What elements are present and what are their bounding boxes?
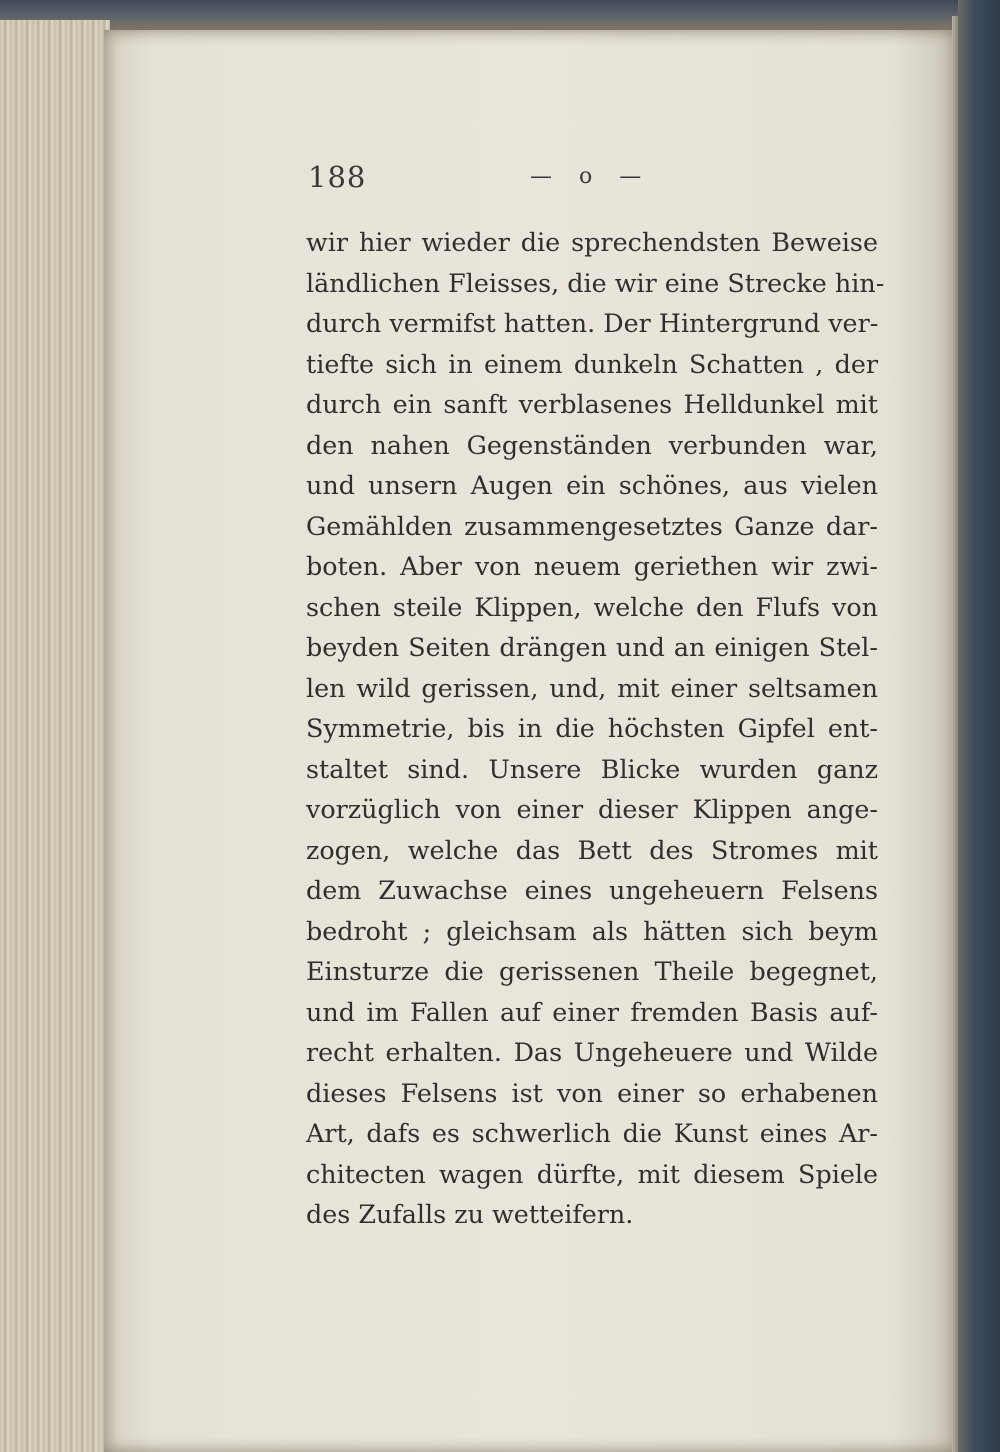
book-cover-right [958,0,1000,1452]
header-ornament: — o — [530,164,652,189]
text-line: dem Zuwachse eines ungeheuern Felsens [306,875,878,905]
text-line: Gemählden zusammengesetztes Ganze dar- [306,510,878,541]
text-line: wir hier wieder die sprechendsten Beweise [306,227,878,257]
book-cover-top [0,0,1000,28]
body-text [306,222,885,1235]
text-line: durch vermifst hatten. Der Hintergrund ver- [306,308,879,338]
text-line: staltet sind. Unsere Blicke wurden ganz [306,753,878,784]
text-line: len wild gerissen, und, mit einer seltsamen [306,672,878,703]
text-line: Art, dafs es schwerlich die Kunst eines Ar- [306,1118,878,1148]
text-line: und im Fallen auf einer fremden Basis auf- [306,996,878,1027]
page-edges [0,20,110,1452]
text-line: schen steile Klippen, welche den Flufs von [306,591,878,622]
text-line: ländlichen Fleisses, die wir eine Strecke hin- [306,267,885,298]
text-line: bedroht ; gleichsam als hätten sich beym [306,915,878,946]
text-line: Symmetrie, bis in die höchsten Gipfel ent- [306,713,878,743]
page-number: 188 [308,160,367,194]
text-line: beyden Seiten drängen und an einigen Stel- [306,632,878,662]
text-line: vorzüglich von einer dieser Klippen ange- [306,794,878,824]
text-line: tiefte sich in einem dunkeln Schatten , der [306,348,878,379]
text-line: den nahen Gegenständen verbunden war, [306,429,878,460]
text-line: des Zufalls zu wetteifern. [306,1199,634,1229]
page-header [308,158,884,208]
text-line: chitecten wagen dürfte, mit diesem Spiele [306,1158,878,1189]
text-line: boten. Aber von neuem geriethen wir zwi- [306,551,878,581]
text-line: dieses Felsens ist von einer so erhabenen [306,1077,878,1108]
text-line: zogen, welche das Bett des Stromes mit [306,834,878,865]
text-line: recht erhalten. Das Ungeheuere und Wilde [306,1037,878,1067]
text-line: Einsturze die gerissenen Theile begegnet, [306,956,878,986]
text-line: durch ein sanft verblasenes Helldunkel mit [306,389,878,419]
text-line: und unsern Augen ein schönes, aus vielen [306,470,878,500]
